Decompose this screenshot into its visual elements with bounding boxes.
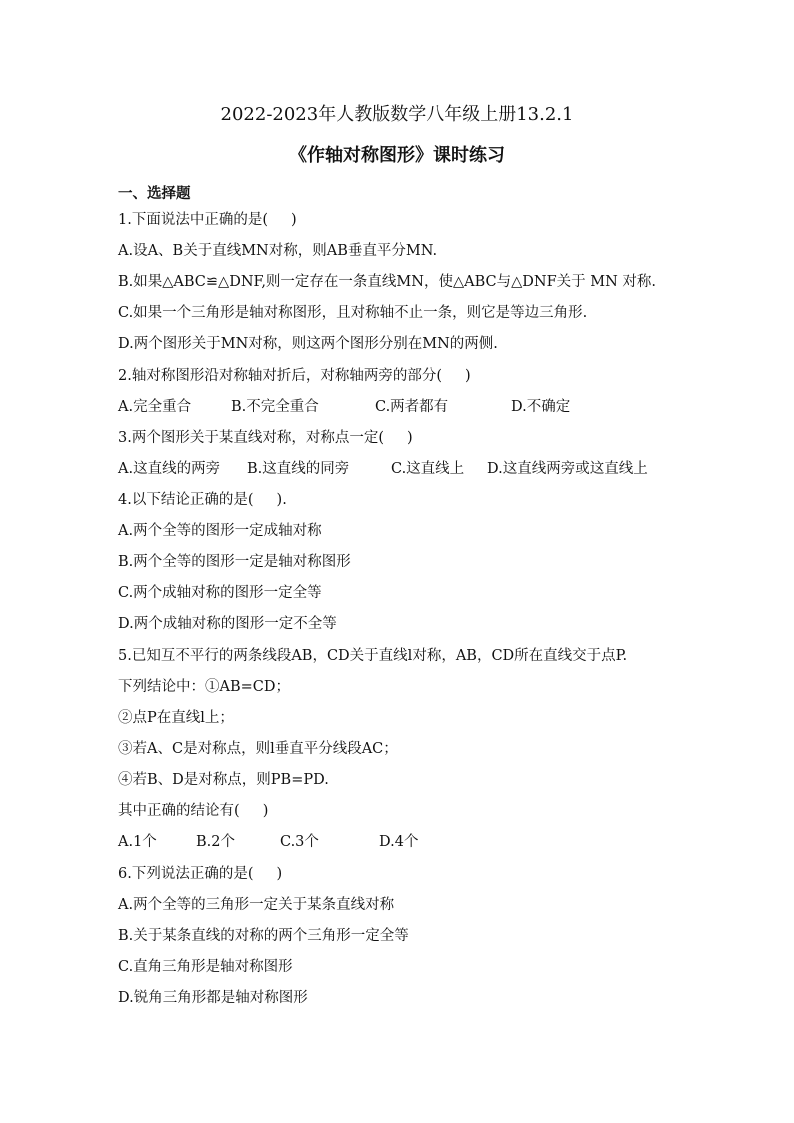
question-5-statement-2: ②点P在直线l上； [118,710,234,726]
question-5-option-b: B.2个 [196,834,235,850]
question-2-option-d: D.不确定 [511,399,571,415]
question-6-option-a: A.两个全等的三角形一定关于某条直线对称 [118,897,395,913]
question-3-stem: 3.两个图形关于某直线对称，对称点一定( ) [118,430,413,446]
question-1-option-d: D.两个图形关于MN对称，则这两个图形分别在MN的两侧. [118,336,498,352]
question-3-options [0,459,794,479]
question-2-option-b: B.不完全重合 [231,399,319,415]
question-5-stem: 5.已知互不平行的两条线段AB，CD关于直线l对称，AB，CD所在直线交于点P. [118,648,628,664]
document-subtitle: 《作轴对称图形》课时练习 [289,145,505,166]
question-5-option-c: C.3个 [280,834,319,850]
question-5-ask: 其中正确的结论有( ) [118,803,269,819]
question-6-option-b: B.关于某条直线的对称的两个三角形一定全等 [118,928,409,944]
question-6-option-c: C.直角三角形是轴对称图形 [118,959,293,975]
question-2-options [0,397,794,417]
document-title: 2022-2023年人教版数学八年级上册13.2.1 [220,104,574,125]
section-heading: 一、选择题 [118,185,191,202]
question-3-option-a: A.这直线的两旁 [118,461,221,477]
question-1-option-a: A.设A、B关于直线MN对称，则AB垂直平分MN. [118,243,438,259]
question-6-stem: 6.下列说法正确的是( ) [118,866,283,882]
question-4-option-a: A.两个全等的图形一定成轴对称 [118,523,322,539]
question-4-option-b: B.两个全等的图形一定是轴对称图形 [118,554,351,570]
question-3-option-c: C.这直线上 [391,461,465,477]
question-2-option-c: C.两者都有 [375,399,449,415]
question-5-option-d: D.4个 [379,834,419,850]
question-1-option-c: C.如果一个三角形是轴对称图形，且对称轴不止一条，则它是等边三角形. [118,305,588,321]
question-1-stem: 1.下面说法中正确的是( ) [118,212,297,228]
question-4-option-d: D.两个成轴对称的图形一定不全等 [118,616,337,632]
question-4-option-c: C.两个成轴对称的图形一定全等 [118,585,322,601]
question-1-option-b: B.如果△ABC≌△DNF,则一定存在一条直线MN，使△ABC与△DNF关于 MN 对称. [118,274,656,290]
question-5-options [0,832,794,852]
question-3-option-b: B.这直线的同旁 [247,461,350,477]
question-4-stem: 4.以下结论正确的是( ). [118,492,287,508]
question-3-option-d: D.这直线两旁或这直线上 [487,461,648,477]
question-2-option-a: A.完全重合 [118,399,192,415]
question-2-stem: 2.轴对称图形沿对称轴对折后，对称轴两旁的部分( ) [118,368,471,384]
question-5-statement-1: 下列结论中：①AB=CD； [118,679,290,695]
question-6-option-d: D.锐角三角形都是轴对称图形 [118,990,308,1006]
question-5-option-a: A.1个 [118,834,157,850]
question-5-statement-4: ④若B、D是对称点，则PB=PD. [118,772,329,788]
question-5-statement-3: ③若A、C是对称点，则l垂直平分线段AC； [118,741,398,757]
